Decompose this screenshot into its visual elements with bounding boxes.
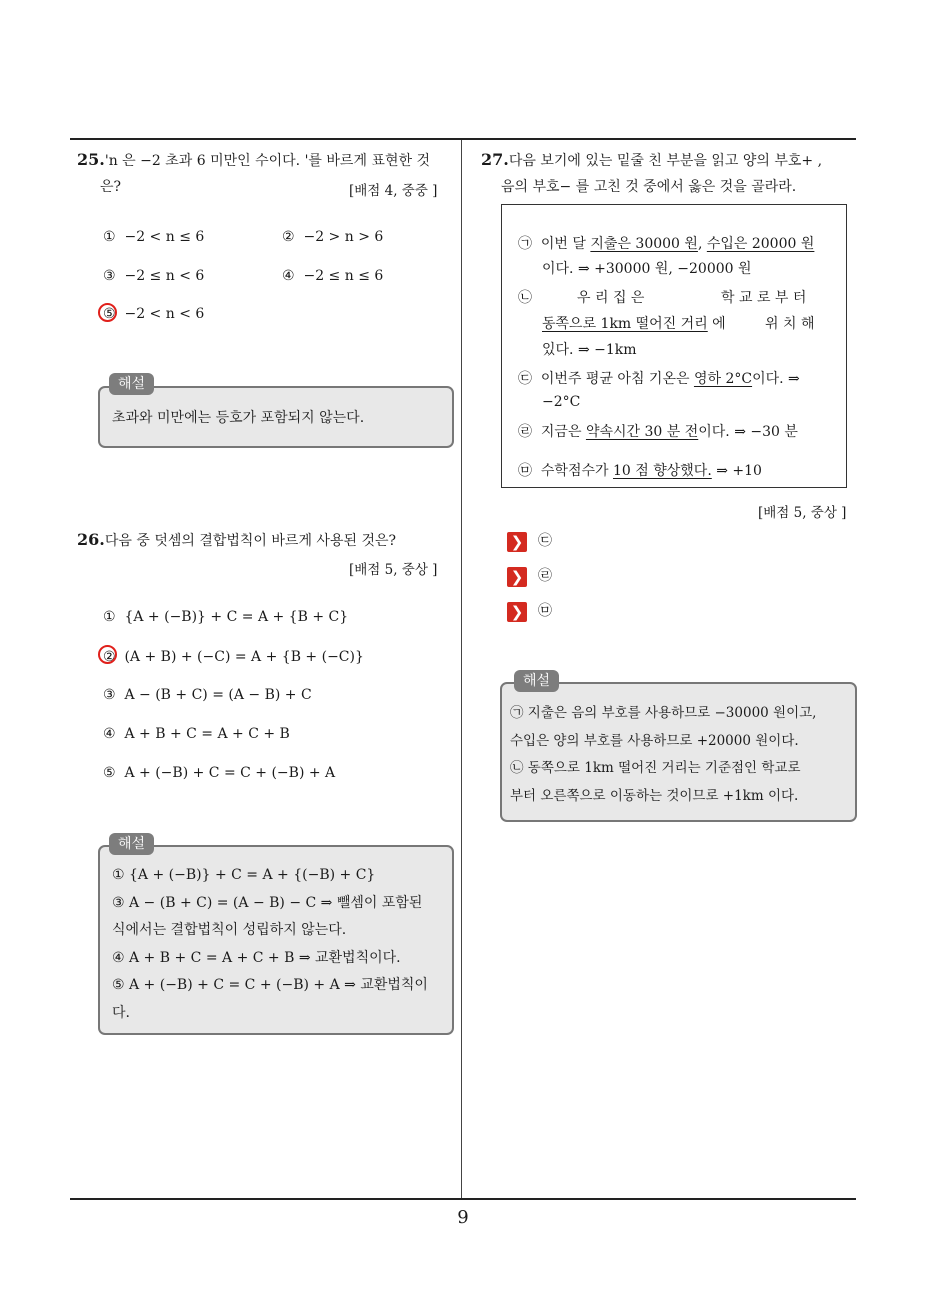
underlined-phrase: 수입은 20000 원	[706, 236, 815, 252]
explanation-line: 식에서는 결합법칙이 성립하지 않는다.	[112, 922, 347, 938]
item-b-line1-text2: 학 교 로 부 터	[721, 290, 807, 306]
item-e-line1: ㉤ 수학점수가 10 점 향상했다. ⇒ +10	[518, 463, 762, 479]
answer-arrow-icon: ❯	[507, 602, 527, 622]
item-b-line3: 있다. ⇒ −1km	[542, 342, 637, 358]
item-b-line1-text: 우 리 집 은	[577, 290, 645, 306]
item-a-line1: ㉠ 이번 달 지출은 30000 원, 수입은 20000 원	[518, 236, 815, 252]
q26-option-4[interactable]: ④ A + B + C = A + C + B	[103, 726, 290, 742]
q26-option-2[interactable]: ② (A + B) + (−C) = A + {B + (−C)}	[103, 649, 364, 665]
explanation-label: 해설	[109, 833, 154, 855]
explanation-line: ㉡ 동쪽으로 1km 떨어진 거리는 기준점인 학교로	[510, 760, 801, 776]
page-number: 9	[457, 1207, 469, 1228]
item-c-line2: −2°C	[542, 394, 581, 410]
q27-answer-2[interactable]: ㉣	[538, 568, 552, 584]
explanation-label: 해설	[109, 373, 154, 395]
item-b-line1: ㉡	[518, 290, 532, 306]
bottom-rule	[70, 1198, 856, 1200]
question-26-points: [배점 5, 중상 ]	[349, 562, 438, 578]
underlined-phrase: 동쪽으로 1km 떨어진 거리	[542, 316, 708, 332]
answer-arrow-icon: ❯	[507, 532, 527, 552]
item-a-line2: 이다. ⇒ +30000 원, −20000 원	[542, 261, 752, 277]
question-text: 다음 보기에 있는 밑줄 친 부분을 읽고 양의 부호+ ,	[508, 153, 823, 169]
explanation-line: ③ A − (B + C) = (A − B) − C ⇒ 뺄셈이 포함된	[112, 894, 423, 911]
question-25-text-line2: 은?	[100, 179, 122, 195]
q25-option-2[interactable]: ② −2 > n > 6	[282, 229, 384, 245]
explanation-line: ① {A + (−B)} + C = A + {(−B) + C}	[112, 867, 376, 883]
answer-circle-mark	[98, 645, 117, 664]
top-rule	[70, 138, 856, 140]
q26-option-5[interactable]: ⑤ A + (−B) + C = C + (−B) + A	[103, 765, 336, 781]
question-27-header	[481, 147, 861, 174]
q25-option-5[interactable]: ⑤ −2 < n < 6	[103, 306, 205, 322]
item-d-line1: ㉣ 지금은 약속시간 30 분 전이다. ⇒ −30 분	[518, 424, 798, 440]
explanation-line: ⑤ A + (−B) + C = C + (−B) + A ⇒ 교환법칙이	[112, 977, 428, 993]
question-number: 25.	[77, 150, 105, 169]
q26-explanation-box	[98, 845, 454, 1035]
underlined-phrase: 10 점 향상했다.	[612, 463, 712, 479]
item-c-line1: ㉢ 이번주 평균 아침 기온은 영하 2°C이다. ⇒	[518, 371, 800, 387]
question-number: 27.	[481, 150, 509, 169]
answer-arrow-icon: ❯	[507, 567, 527, 587]
question-25-header	[77, 147, 457, 174]
q27-answer-1[interactable]: ㉢	[538, 533, 552, 549]
underlined-phrase: 지출은 30000 원	[590, 236, 698, 252]
question-26-header	[77, 527, 457, 554]
item-b-line2: 동쪽으로 1km 떨어진 거리 에	[542, 316, 726, 332]
question-number: 26.	[77, 530, 105, 549]
question-text: 다음 중 덧셈의 결합법칙이 바르게 사용된 것은?	[104, 533, 397, 549]
question-27-points: [배점 5, 중상 ]	[758, 505, 847, 521]
q25-option-4[interactable]: ④ −2 ≤ n ≤ 6	[282, 268, 384, 284]
q25-option-1[interactable]: ① −2 < n ≤ 6	[103, 229, 205, 245]
answer-circle-mark	[98, 303, 117, 322]
explanation-line: 부터 오른쪽으로 이동하는 것이므로 +1km 이다.	[510, 787, 799, 804]
q25-explanation-box	[98, 386, 454, 448]
item-b-line2-text: 위 치 해	[765, 316, 815, 332]
column-divider	[461, 140, 462, 1198]
question-25-points: [배점 4, 중중 ]	[349, 183, 438, 199]
q26-option-3[interactable]: ③ A − (B + C) = (A − B) + C	[103, 687, 312, 703]
q27-answer-3[interactable]: ㉤	[538, 603, 552, 619]
explanation-label: 해설	[514, 670, 559, 692]
q25-option-3[interactable]: ③ −2 ≤ n < 6	[103, 268, 205, 284]
explanation-line: 다.	[112, 1004, 130, 1021]
underlined-phrase: 약속시간 30 분 전	[585, 424, 699, 440]
explanation-line: 수입은 양의 부호를 사용하므로 +20000 원이다.	[510, 732, 799, 749]
q26-option-1[interactable]: ① {A + (−B)} + C = A + {B + C}	[103, 609, 349, 625]
underlined-phrase: 영하 2°C	[693, 371, 753, 387]
question-27-text-line2: 음의 부호− 를 고친 것 중에서 옳은 것을 골라라.	[501, 179, 797, 195]
example-box	[501, 204, 847, 488]
explanation-line: ④ A + B + C = A + C + B ⇒ 교환법칙이다.	[112, 949, 401, 966]
explanation-line: 초과와 미만에는 등호가 포함되지 않는다.	[112, 410, 365, 426]
question-text: 'n 은 −2 초과 6 미만인 수이다. '를 바르게 표현한 것	[104, 153, 430, 169]
explanation-line: ㉠ 지출은 음의 부호를 사용하므로 −30000 원이고,	[510, 705, 817, 721]
q27-explanation-box	[500, 682, 857, 822]
